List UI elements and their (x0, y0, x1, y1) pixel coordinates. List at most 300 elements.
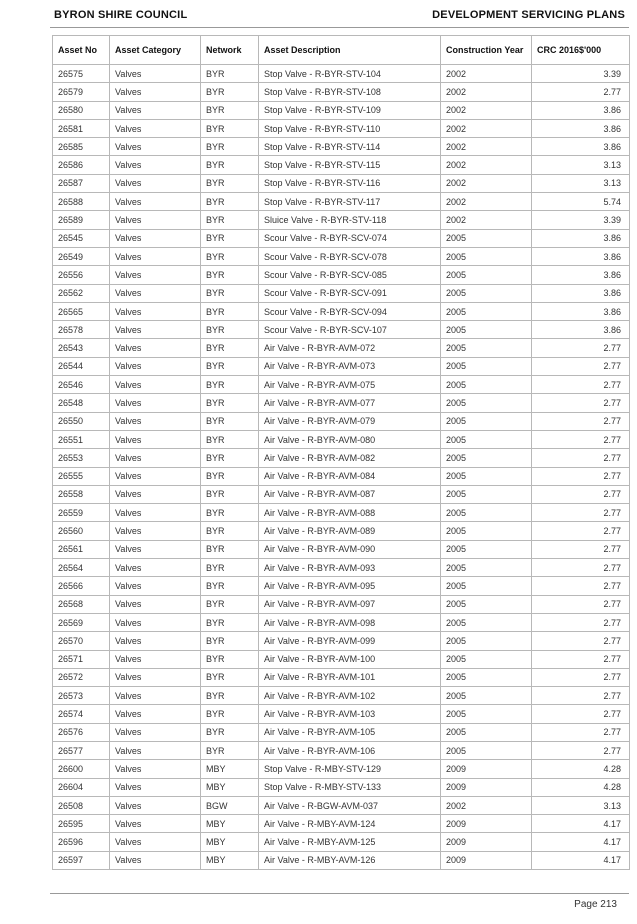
construction-year-cell: 2005 (441, 412, 532, 430)
asset-category-cell: Valves (110, 339, 201, 357)
construction-year-cell: 2002 (441, 138, 532, 156)
construction-year-cell: 2002 (441, 83, 532, 101)
network-cell: BYR (201, 394, 259, 412)
asset-no-cell: 26558 (53, 485, 110, 503)
asset-description-cell: Stop Valve - R-BYR-STV-104 (259, 65, 441, 83)
asset-no-cell: 26573 (53, 687, 110, 705)
network-cell: MBY (201, 833, 259, 851)
asset-category-cell: Valves (110, 485, 201, 503)
table-row (53, 119, 630, 137)
asset-description-cell: Air Valve - R-BYR-AVM-090 (259, 540, 441, 558)
table-row (53, 705, 630, 723)
crc-value-cell: 4.28 (532, 760, 630, 778)
crc-value-cell: 2.77 (532, 687, 630, 705)
table-row (53, 284, 630, 302)
asset-category-cell: Valves (110, 613, 201, 631)
asset-description-cell: Stop Valve - R-BYR-STV-115 (259, 156, 441, 174)
table-row (53, 815, 630, 833)
asset-category-cell: Valves (110, 83, 201, 101)
construction-year-cell: 2002 (441, 193, 532, 211)
construction-year-cell: 2002 (441, 119, 532, 137)
asset-description-cell: Air Valve - R-BYR-AVM-093 (259, 559, 441, 577)
asset-description-cell: Air Valve - R-BYR-AVM-084 (259, 467, 441, 485)
table-row (53, 540, 630, 558)
construction-year-cell: 2009 (441, 815, 532, 833)
table-row (53, 339, 630, 357)
footer-divider (50, 893, 629, 894)
table-row (53, 485, 630, 503)
asset-description-cell: Air Valve - R-BYR-AVM-102 (259, 687, 441, 705)
asset-category-cell: Valves (110, 266, 201, 284)
asset-no-cell: 26577 (53, 741, 110, 759)
construction-year-cell: 2002 (441, 101, 532, 119)
construction-year-cell: 2005 (441, 266, 532, 284)
asset-description-cell: Scour Valve - R-BYR-SCV-074 (259, 229, 441, 247)
asset-category-cell: Valves (110, 668, 201, 686)
asset-description-cell: Air Valve - R-MBY-AVM-125 (259, 833, 441, 851)
crc-value-cell: 3.13 (532, 156, 630, 174)
network-cell: BYR (201, 266, 259, 284)
construction-year-cell: 2005 (441, 650, 532, 668)
asset-category-cell: Valves (110, 430, 201, 448)
network-cell: BYR (201, 705, 259, 723)
table-row (53, 229, 630, 247)
asset-no-cell: 26570 (53, 632, 110, 650)
construction-year-cell: 2005 (441, 430, 532, 448)
asset-no-cell: 26579 (53, 83, 110, 101)
asset-description-cell: Stop Valve - R-BYR-STV-108 (259, 83, 441, 101)
asset-category-cell: Valves (110, 193, 201, 211)
crc-value-cell: 2.77 (532, 723, 630, 741)
network-cell: BYR (201, 229, 259, 247)
table-row (53, 796, 630, 814)
crc-value-cell: 2.77 (532, 394, 630, 412)
network-cell: BYR (201, 668, 259, 686)
table-row (53, 504, 630, 522)
asset-category-cell: Valves (110, 229, 201, 247)
table-row (53, 193, 630, 211)
asset-no-cell: 26544 (53, 357, 110, 375)
network-cell: BYR (201, 577, 259, 595)
network-cell: BYR (201, 449, 259, 467)
network-cell: BYR (201, 430, 259, 448)
crc-value-cell: 2.77 (532, 613, 630, 631)
crc-value-cell: 2.77 (532, 449, 630, 467)
asset-no-cell: 26561 (53, 540, 110, 558)
asset-description-cell: Air Valve - R-BYR-AVM-103 (259, 705, 441, 723)
asset-no-cell: 26575 (53, 65, 110, 83)
asset-no-cell: 26604 (53, 778, 110, 796)
network-cell: MBY (201, 851, 259, 869)
table-row (53, 156, 630, 174)
construction-year-cell: 2005 (441, 668, 532, 686)
asset-category-cell: Valves (110, 321, 201, 339)
crc-value-cell: 4.17 (532, 815, 630, 833)
network-cell: MBY (201, 760, 259, 778)
construction-year-cell: 2005 (441, 449, 532, 467)
asset-no-cell: 26569 (53, 613, 110, 631)
network-cell: BYR (201, 485, 259, 503)
crc-value-cell: 3.13 (532, 174, 630, 192)
construction-year-cell: 2005 (441, 467, 532, 485)
asset-description-cell: Scour Valve - R-BYR-SCV-078 (259, 247, 441, 265)
asset-no-cell: 26587 (53, 174, 110, 192)
asset-category-cell: Valves (110, 595, 201, 613)
asset-description-cell: Scour Valve - R-BYR-SCV-107 (259, 321, 441, 339)
network-cell: BYR (201, 357, 259, 375)
crc-value-cell: 2.77 (532, 559, 630, 577)
crc-value-cell: 5.74 (532, 193, 630, 211)
asset-no-cell: 26548 (53, 394, 110, 412)
table-row (53, 467, 630, 485)
network-cell: BYR (201, 559, 259, 577)
asset-description-cell: Air Valve - R-BYR-AVM-087 (259, 485, 441, 503)
asset-no-cell: 26596 (53, 833, 110, 851)
construction-year-cell: 2005 (441, 302, 532, 320)
asset-category-cell: Valves (110, 394, 201, 412)
construction-year-cell: 2005 (441, 376, 532, 394)
construction-year-cell: 2002 (441, 65, 532, 83)
table-row (53, 668, 630, 686)
network-cell: BYR (201, 723, 259, 741)
asset-category-cell: Valves (110, 504, 201, 522)
construction-year-cell: 2005 (441, 321, 532, 339)
table-row (53, 321, 630, 339)
construction-year-cell: 2002 (441, 211, 532, 229)
crc-value-cell: 3.86 (532, 119, 630, 137)
council-name: BYRON SHIRE COUNCIL (54, 9, 188, 21)
asset-category-cell: Valves (110, 705, 201, 723)
crc-value-cell: 2.77 (532, 467, 630, 485)
asset-category-cell: Valves (110, 540, 201, 558)
table-row (53, 357, 630, 375)
network-cell: BYR (201, 687, 259, 705)
table-row (53, 723, 630, 741)
network-cell: BYR (201, 650, 259, 668)
asset-description-cell: Air Valve - R-BYR-AVM-100 (259, 650, 441, 668)
col-header-asset-no: Asset No (53, 36, 110, 65)
crc-value-cell: 2.77 (532, 595, 630, 613)
asset-category-cell: Valves (110, 851, 201, 869)
asset-no-cell: 26581 (53, 119, 110, 137)
asset-description-cell: Sluice Valve - R-BYR-STV-118 (259, 211, 441, 229)
network-cell: BYR (201, 211, 259, 229)
crc-value-cell: 2.77 (532, 705, 630, 723)
asset-category-cell: Valves (110, 760, 201, 778)
document-title: DEVELOPMENT SERVICING PLANS (432, 9, 625, 21)
asset-description-cell: Stop Valve - R-BYR-STV-114 (259, 138, 441, 156)
asset-category-cell: Valves (110, 815, 201, 833)
asset-category-cell: Valves (110, 156, 201, 174)
table-row (53, 559, 630, 577)
asset-category-cell: Valves (110, 174, 201, 192)
asset-no-cell: 26543 (53, 339, 110, 357)
asset-no-cell: 26571 (53, 650, 110, 668)
table-row (53, 687, 630, 705)
asset-description-cell: Air Valve - R-BYR-AVM-098 (259, 613, 441, 631)
table-body (53, 65, 630, 870)
table-row (53, 522, 630, 540)
network-cell: MBY (201, 815, 259, 833)
asset-description-cell: Scour Valve - R-BYR-SCV-085 (259, 266, 441, 284)
crc-value-cell: 2.77 (532, 741, 630, 759)
asset-description-cell: Stop Valve - R-BYR-STV-117 (259, 193, 441, 211)
asset-no-cell: 26568 (53, 595, 110, 613)
table-row (53, 174, 630, 192)
crc-value-cell: 2.77 (532, 522, 630, 540)
asset-category-cell: Valves (110, 522, 201, 540)
network-cell: BYR (201, 83, 259, 101)
table-header-row (53, 36, 630, 65)
network-cell: BYR (201, 302, 259, 320)
asset-description-cell: Air Valve - R-BYR-AVM-073 (259, 357, 441, 375)
construction-year-cell: 2005 (441, 394, 532, 412)
crc-value-cell: 2.77 (532, 577, 630, 595)
crc-value-cell: 2.77 (532, 485, 630, 503)
asset-no-cell: 26550 (53, 412, 110, 430)
table-row (53, 851, 630, 869)
asset-category-cell: Valves (110, 302, 201, 320)
asset-description-cell: Air Valve - R-BYR-AVM-105 (259, 723, 441, 741)
crc-value-cell: 4.28 (532, 778, 630, 796)
asset-no-cell: 26580 (53, 101, 110, 119)
construction-year-cell: 2005 (441, 540, 532, 558)
table-row (53, 778, 630, 796)
construction-year-cell: 2005 (441, 687, 532, 705)
asset-description-cell: Scour Valve - R-BYR-SCV-091 (259, 284, 441, 302)
asset-no-cell: 26549 (53, 247, 110, 265)
col-header-construction-year: Construction Year (441, 36, 532, 65)
crc-value-cell: 2.77 (532, 376, 630, 394)
construction-year-cell: 2005 (441, 339, 532, 357)
construction-year-cell: 2009 (441, 851, 532, 869)
asset-category-cell: Valves (110, 833, 201, 851)
asset-table (52, 35, 630, 870)
asset-description-cell: Air Valve - R-BYR-AVM-097 (259, 595, 441, 613)
asset-no-cell: 26551 (53, 430, 110, 448)
crc-value-cell: 3.39 (532, 211, 630, 229)
network-cell: BYR (201, 247, 259, 265)
asset-category-cell: Valves (110, 467, 201, 485)
crc-value-cell: 3.86 (532, 266, 630, 284)
crc-value-cell: 2.77 (532, 83, 630, 101)
network-cell: BYR (201, 321, 259, 339)
asset-description-cell: Air Valve - R-BYR-AVM-101 (259, 668, 441, 686)
crc-value-cell: 2.77 (532, 339, 630, 357)
asset-description-cell: Air Valve - R-MBY-AVM-126 (259, 851, 441, 869)
construction-year-cell: 2005 (441, 485, 532, 503)
asset-description-cell: Stop Valve - R-BYR-STV-116 (259, 174, 441, 192)
table-row (53, 412, 630, 430)
table-row (53, 394, 630, 412)
asset-no-cell: 26545 (53, 229, 110, 247)
asset-category-cell: Valves (110, 357, 201, 375)
table-row (53, 449, 630, 467)
asset-no-cell: 26589 (53, 211, 110, 229)
col-header-crc: CRC 2016$'000 (532, 36, 630, 65)
asset-category-cell: Valves (110, 650, 201, 668)
table-row (53, 302, 630, 320)
network-cell: BYR (201, 284, 259, 302)
asset-category-cell: Valves (110, 119, 201, 137)
asset-category-cell: Valves (110, 687, 201, 705)
table-row (53, 430, 630, 448)
page-number: Page 213 (574, 899, 617, 910)
asset-category-cell: Valves (110, 376, 201, 394)
crc-value-cell: 3.86 (532, 321, 630, 339)
network-cell: BYR (201, 138, 259, 156)
construction-year-cell: 2005 (441, 522, 532, 540)
asset-category-cell: Valves (110, 449, 201, 467)
network-cell: BYR (201, 504, 259, 522)
table-row (53, 101, 630, 119)
asset-no-cell: 26564 (53, 559, 110, 577)
asset-no-cell: 26578 (53, 321, 110, 339)
crc-value-cell: 2.77 (532, 650, 630, 668)
asset-no-cell: 26588 (53, 193, 110, 211)
asset-description-cell: Air Valve - R-BYR-AVM-106 (259, 741, 441, 759)
asset-description-cell: Air Valve - R-BYR-AVM-088 (259, 504, 441, 522)
table-row (53, 632, 630, 650)
asset-no-cell: 26566 (53, 577, 110, 595)
network-cell: BYR (201, 339, 259, 357)
asset-category-cell: Valves (110, 632, 201, 650)
col-header-asset-description: Asset Description (259, 36, 441, 65)
asset-no-cell: 26508 (53, 796, 110, 814)
asset-category-cell: Valves (110, 211, 201, 229)
asset-description-cell: Stop Valve - R-BYR-STV-109 (259, 101, 441, 119)
header-divider (50, 27, 629, 28)
construction-year-cell: 2005 (441, 247, 532, 265)
asset-no-cell: 26597 (53, 851, 110, 869)
construction-year-cell: 2005 (441, 632, 532, 650)
network-cell: BYR (201, 65, 259, 83)
construction-year-cell: 2005 (441, 741, 532, 759)
crc-value-cell: 2.77 (532, 668, 630, 686)
table-row (53, 65, 630, 83)
crc-value-cell: 2.77 (532, 632, 630, 650)
construction-year-cell: 2009 (441, 760, 532, 778)
table-row (53, 83, 630, 101)
construction-year-cell: 2009 (441, 833, 532, 851)
table-row (53, 760, 630, 778)
construction-year-cell: 2005 (441, 613, 532, 631)
asset-description-cell: Stop Valve - R-BYR-STV-110 (259, 119, 441, 137)
asset-category-cell: Valves (110, 741, 201, 759)
construction-year-cell: 2009 (441, 778, 532, 796)
asset-no-cell: 26572 (53, 668, 110, 686)
construction-year-cell: 2002 (441, 174, 532, 192)
network-cell: BYR (201, 741, 259, 759)
asset-no-cell: 26559 (53, 504, 110, 522)
asset-category-cell: Valves (110, 247, 201, 265)
network-cell: BYR (201, 119, 259, 137)
asset-no-cell: 26585 (53, 138, 110, 156)
network-cell: BYR (201, 632, 259, 650)
network-cell: BYR (201, 412, 259, 430)
asset-no-cell: 26555 (53, 467, 110, 485)
asset-description-cell: Air Valve - R-BYR-AVM-079 (259, 412, 441, 430)
network-cell: BYR (201, 101, 259, 119)
network-cell: MBY (201, 778, 259, 796)
asset-category-cell: Valves (110, 65, 201, 83)
crc-value-cell: 4.17 (532, 851, 630, 869)
crc-value-cell: 3.86 (532, 229, 630, 247)
asset-category-cell: Valves (110, 559, 201, 577)
table-row (53, 376, 630, 394)
table-row (53, 577, 630, 595)
asset-description-cell: Stop Valve - R-MBY-STV-129 (259, 760, 441, 778)
asset-no-cell: 26556 (53, 266, 110, 284)
asset-description-cell: Air Valve - R-BYR-AVM-099 (259, 632, 441, 650)
table-row (53, 211, 630, 229)
asset-category-cell: Valves (110, 101, 201, 119)
asset-description-cell: Air Valve - R-BYR-AVM-082 (259, 449, 441, 467)
crc-value-cell: 2.77 (532, 357, 630, 375)
crc-value-cell: 4.17 (532, 833, 630, 851)
table-row (53, 650, 630, 668)
construction-year-cell: 2005 (441, 357, 532, 375)
construction-year-cell: 2005 (441, 595, 532, 613)
network-cell: BYR (201, 174, 259, 192)
asset-category-cell: Valves (110, 138, 201, 156)
asset-no-cell: 26553 (53, 449, 110, 467)
crc-value-cell: 3.39 (532, 65, 630, 83)
construction-year-cell: 2002 (441, 156, 532, 174)
crc-value-cell: 3.86 (532, 138, 630, 156)
col-header-asset-category: Asset Category (110, 36, 201, 65)
crc-value-cell: 3.13 (532, 796, 630, 814)
asset-no-cell: 26574 (53, 705, 110, 723)
asset-no-cell: 26546 (53, 376, 110, 394)
network-cell: BYR (201, 540, 259, 558)
network-cell: BYR (201, 595, 259, 613)
asset-category-cell: Valves (110, 778, 201, 796)
network-cell: BYR (201, 522, 259, 540)
construction-year-cell: 2005 (441, 705, 532, 723)
asset-category-cell: Valves (110, 723, 201, 741)
asset-description-cell: Air Valve - R-BYR-AVM-077 (259, 394, 441, 412)
network-cell: BYR (201, 156, 259, 174)
asset-description-cell: Stop Valve - R-MBY-STV-133 (259, 778, 441, 796)
network-cell: BYR (201, 613, 259, 631)
asset-category-cell: Valves (110, 284, 201, 302)
crc-value-cell: 3.86 (532, 247, 630, 265)
asset-description-cell: Air Valve - R-MBY-AVM-124 (259, 815, 441, 833)
asset-description-cell: Air Valve - R-BYR-AVM-080 (259, 430, 441, 448)
construction-year-cell: 2002 (441, 796, 532, 814)
network-cell: BYR (201, 376, 259, 394)
asset-no-cell: 26565 (53, 302, 110, 320)
asset-description-cell: Air Valve - R-BYR-AVM-075 (259, 376, 441, 394)
asset-no-cell: 26595 (53, 815, 110, 833)
asset-description-cell: Air Valve - R-BYR-AVM-072 (259, 339, 441, 357)
asset-category-cell: Valves (110, 577, 201, 595)
construction-year-cell: 2005 (441, 229, 532, 247)
network-cell: BYR (201, 467, 259, 485)
asset-no-cell: 26562 (53, 284, 110, 302)
network-cell: BGW (201, 796, 259, 814)
construction-year-cell: 2005 (441, 577, 532, 595)
table-row (53, 266, 630, 284)
table-row (53, 138, 630, 156)
asset-description-cell: Air Valve - R-BYR-AVM-095 (259, 577, 441, 595)
asset-no-cell: 26586 (53, 156, 110, 174)
asset-description-cell: Air Valve - R-BYR-AVM-089 (259, 522, 441, 540)
asset-category-cell: Valves (110, 796, 201, 814)
table-row (53, 247, 630, 265)
construction-year-cell: 2005 (441, 284, 532, 302)
